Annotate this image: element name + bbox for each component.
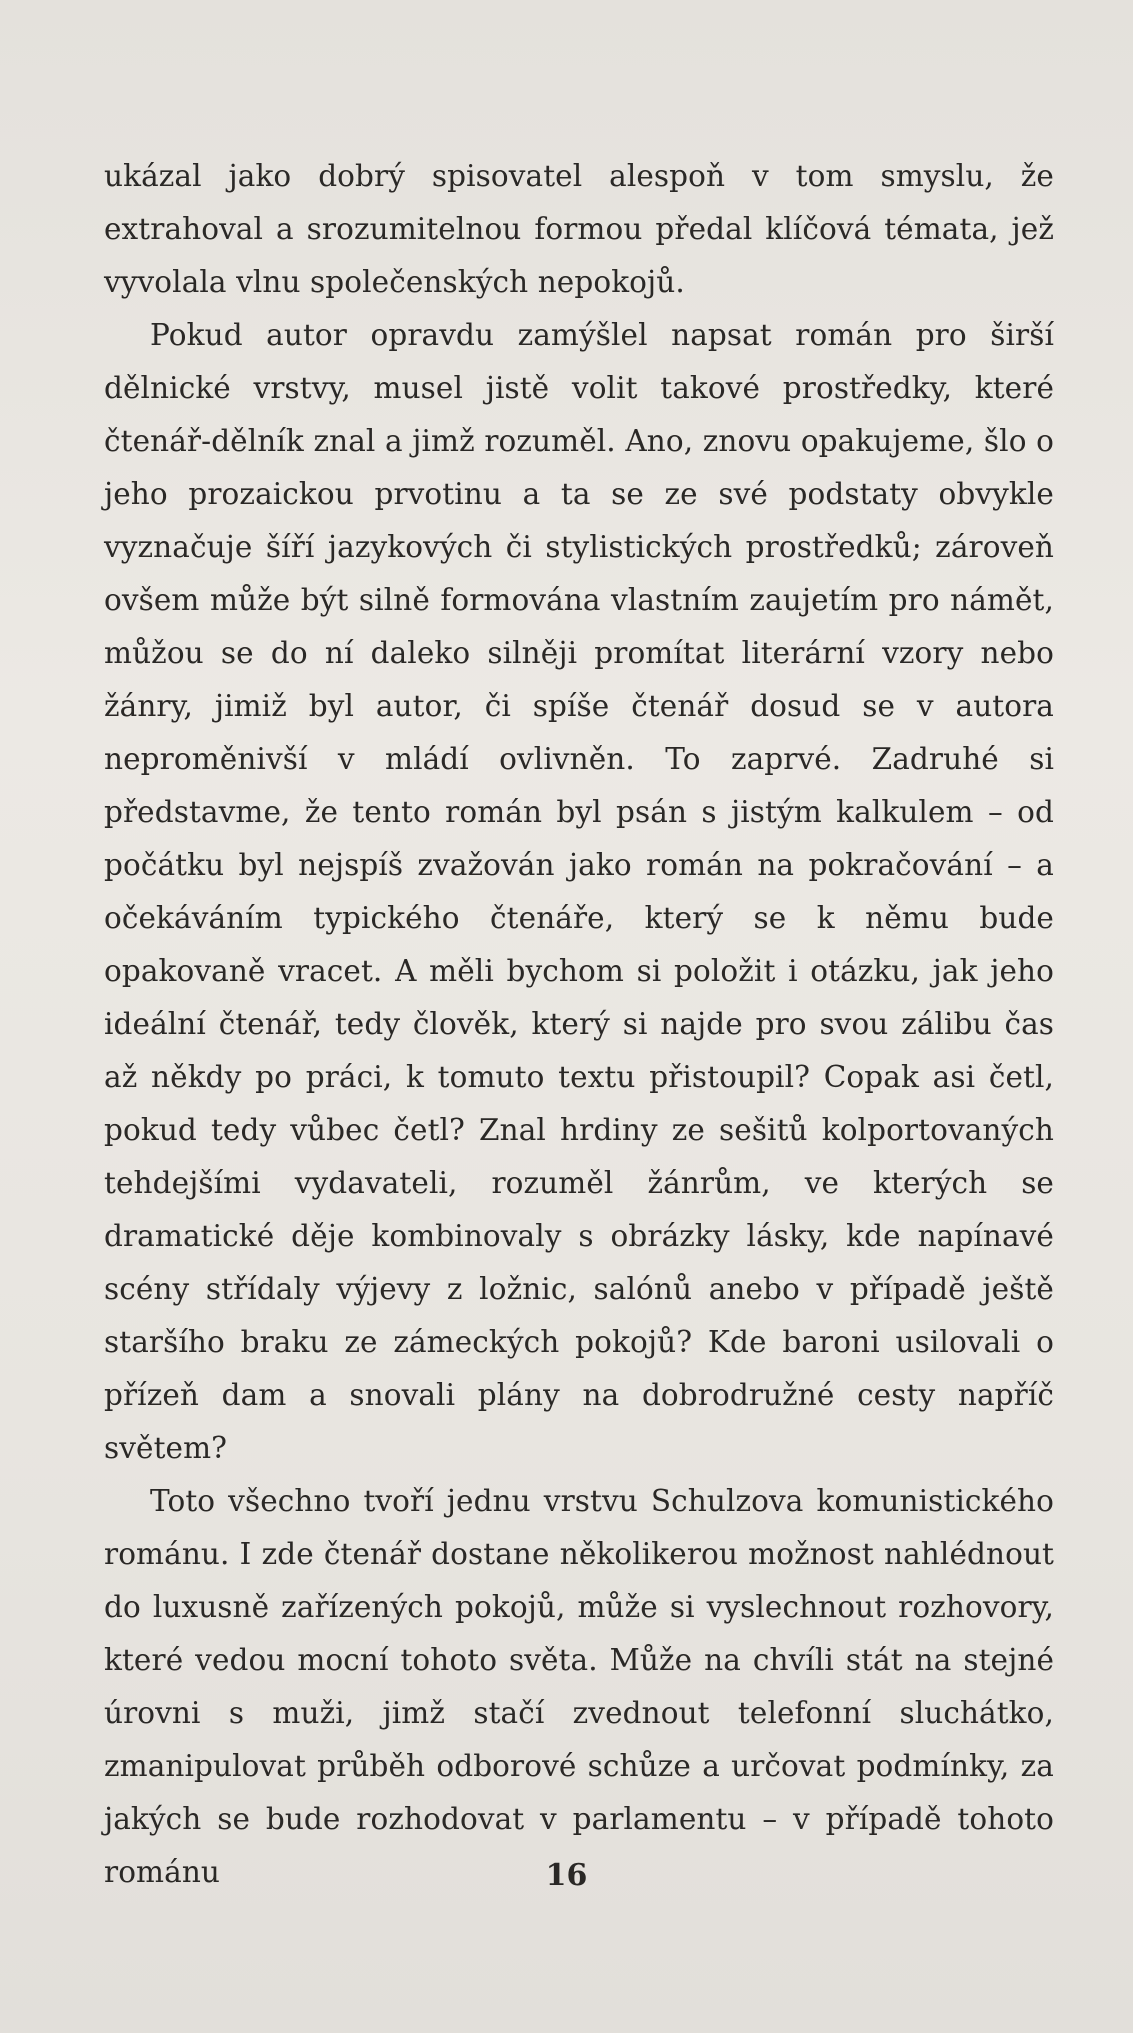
body-text	[104, 150, 1054, 1899]
paragraph-3: Toto všechno tvoří jednu vrstvu Schulzova komunistického románu. I zde čtenář dostane několikerou možnost nahlédnout do luxusně zařízených pokojů, může si vyslechnout rozhovory, které vedou mocní tohoto světa. Může na chvíli stát na stejné úrovni s muži, jimž stačí zvednout telefonní sluchátko, zmanipulovat průběh odborové schůze a určovat podmínky, za jakých se bude rozhodovat v parlamentu – v případě tohoto románu	[104, 1484, 1054, 1889]
page-number: 16	[545, 1858, 588, 1893]
paragraph-2: Pokud autor opravdu zamýšlel napsat román pro širší dělnické vrstvy, musel jistě volit takové prostředky, které čtenář-dělník znal a jimž rozuměl. Ano, znovu opakujeme, šlo o jeho prozaickou prvotinu a ta se ze své podstaty obvykle vyznačuje šíří jazykových či stylistických prostředků; zároveň ovšem může být silně formována vlastním zaujetím pro námět, můžou se do ní daleko silněji promítat literární vzory nebo žánry, jimiž byl autor, či spíše čtenář dosud se v autora neproměnivší v mládí ovlivněn. To zaprvé. Zadruhé si představme, že tento román byl psán s jistým kalkulem – od počátku byl nejspíš zvažován jako román na pokračování – a očekáváním typického čtenáře, který se k němu bude opakovaně vracet. A měli bychom si položit i otázku, jak jeho ideální čtenář, tedy člověk, který si najde pro svou zálibu čas až někdy po práci, k tomuto textu přistoupil? Copak asi četl, pokud tedy vůbec četl? Znal hrdiny ze sešitů kolportovaných tehdejšími vydavateli, rozuměl žánrům, ve kterých se dramatické děje kombinovaly s obrázky lásky, kde napínavé scény střídaly výjevy z ložnic, salónů anebo v případě ještě staršího braku ze zámeckých pokojů? Kde baroni usilovali o přízeň dam a snovali plány na dobrodružné cesty napříč světem?	[104, 318, 1054, 1465]
paragraph-1: ukázal jako dobrý spisovatel alespoň v tom smyslu, že extrahoval a srozumitelnou formou předal klíčová témata, jež vyvolala vlnu společenských nepokojů.	[104, 159, 1054, 299]
